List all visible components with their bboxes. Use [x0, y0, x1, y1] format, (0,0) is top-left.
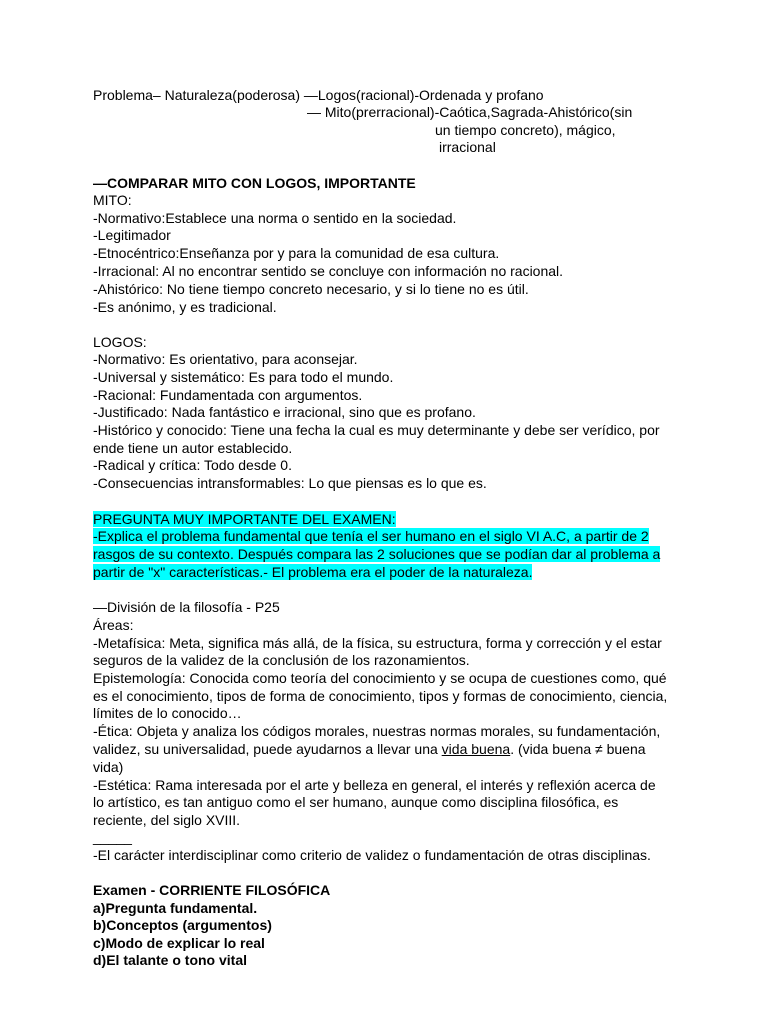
logos-item: -Radical y crítica: Todo desde 0.: [93, 457, 292, 473]
division-heading: —División de la filosofía - P25: [93, 599, 280, 615]
mito-item: -Irracional: Al no encontrar sentido se concluye con información no racional.: [93, 263, 564, 279]
corriente-item: b)Conceptos (argumentos): [93, 917, 272, 933]
intro-line-1: Problema– Naturaleza(poderosa) —Logos(racional)-Ordenada y profano: [93, 87, 544, 103]
corriente-item: a)Pregunta fundamental.: [93, 900, 258, 916]
exam-question-text: -Explica el problema fundamental que tenía el ser humano en el siglo VI A.C, a partir de 2: [93, 528, 649, 544]
mito-item: -Ahistórico: No tiene tiempo concreto necesario, y si lo tiene no es útil.: [93, 281, 529, 297]
exam-question-text: rasgos de su contexto. Después compara las 2 soluciones que se podían dar al problema a: [93, 546, 661, 562]
exam-question-line: [93, 528, 649, 545]
division-line: reciente, del siglo XVIII.: [93, 812, 241, 828]
division-line: -Metafísica: Meta, significa más allá, de la física, su estructura, forma y corrección y el estar: [93, 635, 662, 651]
logos-item: -Justificado: Nada fantástico e irracional, sino que es profano.: [93, 404, 476, 420]
corriente-item: d)El talante o tono vital: [93, 952, 248, 968]
division-line: vida): [93, 759, 124, 775]
etica-text-post: . (vida buena ≠ buena: [510, 741, 646, 757]
vida-buena-underlined: vida buena: [441, 741, 511, 757]
intro-line-3: un tiempo concreto), mágico,: [435, 122, 616, 138]
exam-question-line: [93, 564, 532, 581]
etica-line: [93, 741, 646, 758]
logos-item: -Histórico y conocido: Tiene una fecha la cual es muy determinante y debe ser verídico, por: [93, 422, 660, 438]
logos-item: -Consecuencias intransformables: Lo que piensas es lo que es.: [93, 475, 487, 491]
division-line: -El carácter interdisciplinar como criterio de validez o fundamentación de otras disciplinas.: [93, 847, 651, 863]
mito-item: -Normativo:Establece una norma o sentido en la sociedad.: [93, 210, 457, 226]
exam-question-line: [93, 546, 660, 563]
mito-item: -Legitimador: [93, 227, 171, 243]
areas-label: Áreas:: [93, 617, 134, 633]
division-line: -Estética: Rama interesada por el arte y belleza en general, el interés y reflexión acerca de: [93, 777, 656, 793]
mito-heading: MITO:: [93, 192, 132, 208]
division-line: es el conocimiento, tipos de forma de conocimiento, tipos y formas de conocimiento, ciencia,: [93, 688, 668, 704]
exam-question-title: [93, 511, 396, 528]
corriente-heading: Examen - CORRIENTE FILOSÓFICA: [93, 882, 331, 898]
exam-question-title-text: PREGUNTA MUY IMPORTANTE DEL EXAMEN:: [93, 511, 396, 527]
logos-item: -Normativo: Es orientativo, para aconsejar.: [93, 351, 358, 367]
logos-item: ende tiene un autor establecido.: [93, 440, 293, 456]
corriente-item: c)Modo de explicar lo real: [93, 935, 265, 951]
compare-heading: —COMPARAR MITO CON LOGOS, IMPORTANTE: [93, 175, 416, 191]
exam-question-text: partir de "x" características.- El problema era el poder de la naturaleza.: [93, 564, 533, 580]
logos-item: -Universal y sistemático: Es para todo el mundo.: [93, 369, 394, 385]
division-line: Epistemología: Conocida como teoría del conocimiento y se ocupa de cuestiones como, qué: [93, 670, 667, 686]
intro-line-4: irracional: [439, 139, 496, 155]
division-line: límites de lo conocido…: [93, 705, 242, 721]
mito-item: -Etnocéntrico:Enseñanza por y para la comunidad de esa cultura.: [93, 245, 500, 261]
division-line: seguros de la validez de la conclusión de los razonamientos.: [93, 652, 470, 668]
etica-text-pre: validez, su universalidad, puede ayudarnos a llevar una: [93, 741, 442, 757]
mito-item: -Es anónimo, y es tradicional.: [93, 299, 277, 315]
intro-line-2: — Mito(prerracional)-Caótica,Sagrada-Ahistórico(sin: [307, 104, 633, 120]
logos-item: -Racional: Fundamentada con argumentos.: [93, 387, 363, 403]
separator-underscores: _____: [93, 829, 132, 845]
logos-heading: LOGOS:: [93, 334, 147, 350]
division-line: lo artístico, es tan antiguo como el ser humano, aunque como disciplina filosófica, es: [93, 794, 619, 810]
division-line: -Ética: Objeta y analiza los códigos morales, nuestras normas morales, su fundamentación,: [93, 723, 661, 739]
